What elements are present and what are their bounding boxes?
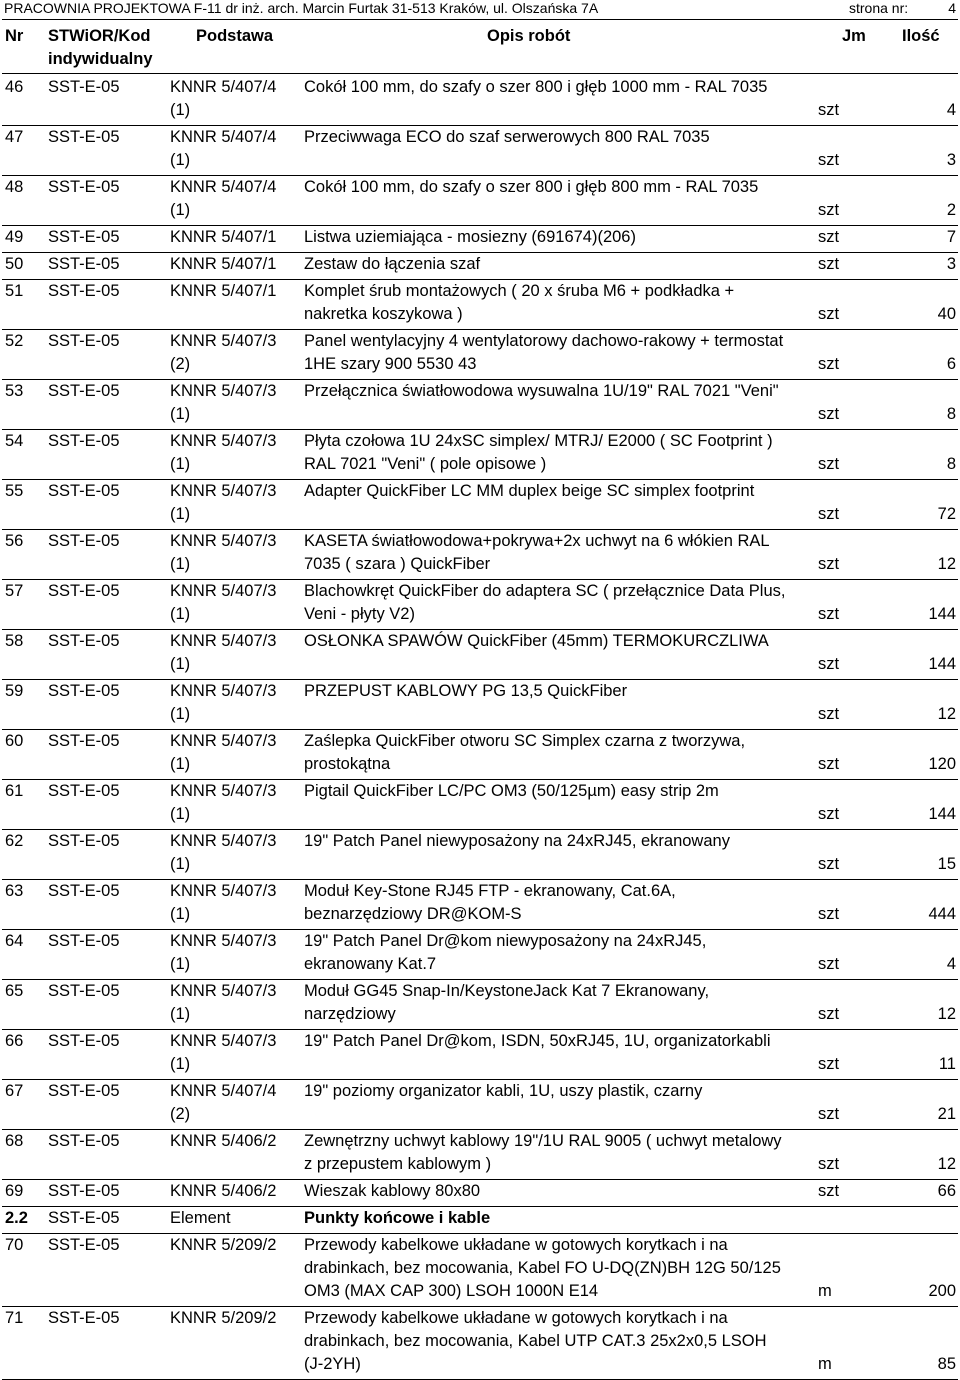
row-description-line: drabinkach, bez mocowania, Kabel UTP CAT.3 25x2x0,5 LSOH — [304, 1332, 767, 1350]
row-basis-variant: (1) — [170, 101, 191, 119]
table-header — [0, 26, 960, 72]
row-unit: szt — [818, 955, 840, 973]
row-number: 2.2 — [5, 1209, 28, 1227]
row-quantity: 21 — [937, 1105, 956, 1123]
table-row — [0, 226, 960, 252]
row-basis: KNNR 5/407/3 — [170, 982, 277, 1000]
row-code: SST-E-05 — [48, 78, 120, 96]
row-code: SST-E-05 — [48, 482, 120, 500]
row-code: SST-E-05 — [48, 532, 120, 550]
table-row — [0, 630, 960, 679]
row-number: 67 — [5, 1082, 24, 1100]
row-code: SST-E-05 — [48, 255, 120, 273]
table-row — [0, 880, 960, 929]
row-quantity: 444 — [928, 905, 956, 923]
table-row — [0, 780, 960, 829]
row-number: 51 — [5, 282, 24, 300]
row-description-line: Punkty końcowe i kable — [304, 1209, 491, 1227]
row-quantity: 8 — [946, 405, 956, 423]
row-quantity: 2 — [946, 201, 956, 219]
row-basis-variant: (1) — [170, 655, 191, 673]
row-description-line: Zaślepka QuickFiber otworu SC Simplex czarna z tworzywa, — [304, 732, 746, 750]
row-number: 55 — [5, 482, 24, 500]
row-code: SST-E-05 — [48, 582, 120, 600]
row-quantity: 6 — [946, 355, 956, 373]
row-quantity: 3 — [946, 151, 956, 169]
row-quantity: 15 — [937, 855, 956, 873]
table-row — [0, 530, 960, 579]
row-code: SST-E-05 — [48, 832, 120, 850]
row-description-line: Płyta czołowa 1U 24xSC simplex/ MTRJ/ E2000 ( SC Footprint ) — [304, 432, 773, 450]
row-description-line: Adapter QuickFiber LC MM duplex beige SC simplex footprint — [304, 482, 755, 500]
header-rule — [2, 19, 958, 20]
table-row — [0, 176, 960, 225]
row-basis: KNNR 5/407/3 — [170, 732, 277, 750]
row-basis: KNNR 5/406/2 — [170, 1182, 277, 1200]
header-page-number: 4 — [948, 0, 956, 16]
row-basis: KNNR 5/407/3 — [170, 532, 277, 550]
row-unit: szt — [818, 228, 840, 246]
row-description-line: Panel wentylacyjny 4 wentylatorowy dachowo-rakowy + termostat — [304, 332, 784, 350]
row-number: 71 — [5, 1309, 24, 1327]
table-row — [0, 380, 960, 429]
row-description-line: KASETA światłowodowa+pokrywa+2x uchwyt na 6 włókien RAL — [304, 532, 770, 550]
row-description-line: 7035 ( szara ) QuickFiber — [304, 555, 491, 573]
row-basis: KNNR 5/407/4 — [170, 178, 277, 196]
row-description-line: Listwa uziemiająca - mosiezny (691674)(206) — [304, 228, 636, 246]
row-description-line: Przeciwwaga ECO do szaf serwerowych 800 RAL 7035 — [304, 128, 710, 146]
col-nr: Nr — [5, 27, 24, 45]
row-description-line: Blachowkręt QuickFiber do adaptera SC ( przełącznice Data Plus, — [304, 582, 786, 600]
row-quantity: 12 — [937, 1005, 956, 1023]
table-row — [0, 253, 960, 279]
row-quantity: 120 — [928, 755, 956, 773]
row-number: 70 — [5, 1236, 24, 1254]
row-basis: KNNR 5/407/3 — [170, 1032, 277, 1050]
row-basis-variant: (1) — [170, 151, 191, 169]
row-number: 65 — [5, 982, 24, 1000]
row-code: SST-E-05 — [48, 632, 120, 650]
col-opis: Opis robót — [487, 27, 571, 45]
row-code: SST-E-05 — [48, 732, 120, 750]
row-basis: KNNR 5/209/2 — [170, 1236, 277, 1254]
row-number: 60 — [5, 732, 24, 750]
row-quantity: 7 — [946, 228, 956, 246]
row-unit: szt — [818, 1182, 840, 1200]
row-quantity: 12 — [937, 555, 956, 573]
row-basis: KNNR 5/407/3 — [170, 332, 277, 350]
row-description-line: Zewnętrzny uchwyt kablowy 19"/1U RAL 9005 ( uchwyt metalowy — [304, 1132, 782, 1150]
row-basis-variant: (1) — [170, 755, 191, 773]
row-quantity: 85 — [937, 1355, 956, 1373]
row-unit: szt — [818, 905, 840, 923]
row-basis-variant: (1) — [170, 855, 191, 873]
row-description-line: Pigtail QuickFiber LC/PC OM3 (50/125µm) easy strip 2m — [304, 782, 719, 800]
row-description-line: Zestaw do łączenia szaf — [304, 255, 481, 273]
row-basis-variant: (2) — [170, 1105, 191, 1123]
row-code: SST-E-05 — [48, 782, 120, 800]
row-number: 58 — [5, 632, 24, 650]
row-description-line: Komplet śrub montażowych ( 20 x śruba M6 + podkładka + — [304, 282, 735, 300]
row-description-line: OM3 (MAX CAP 300) LSOH 1000N E14 — [304, 1282, 599, 1300]
row-unit: m — [818, 1355, 832, 1373]
table-row — [0, 330, 960, 379]
row-basis-variant: (1) — [170, 405, 191, 423]
row-code: SST-E-05 — [48, 128, 120, 146]
row-unit: szt — [818, 1105, 840, 1123]
row-number: 47 — [5, 128, 24, 146]
row-basis: KNNR 5/407/3 — [170, 632, 277, 650]
table-row — [0, 930, 960, 979]
row-basis-variant: (1) — [170, 805, 191, 823]
page-header — [4, 0, 956, 17]
row-description-line: beznarzędziowy DR@KOM-S — [304, 905, 522, 923]
row-basis: KNNR 5/407/1 — [170, 228, 277, 246]
row-code: SST-E-05 — [48, 178, 120, 196]
row-unit: szt — [818, 605, 840, 623]
row-code: SST-E-05 — [48, 932, 120, 950]
row-basis: KNNR 5/407/3 — [170, 582, 277, 600]
row-unit: szt — [818, 405, 840, 423]
row-quantity: 11 — [938, 1055, 956, 1073]
row-basis: KNNR 5/209/2 — [170, 1309, 277, 1327]
row-basis: KNNR 5/406/2 — [170, 1132, 277, 1150]
row-quantity: 12 — [937, 1155, 956, 1173]
row-basis-variant: (1) — [170, 705, 191, 723]
row-basis: KNNR 5/407/3 — [170, 482, 277, 500]
col-kod-line2: indywidualny — [48, 50, 153, 68]
row-number: 49 — [5, 228, 24, 246]
header-page-label: strona nr: — [849, 0, 909, 16]
row-unit: m — [818, 1282, 832, 1300]
row-number: 54 — [5, 432, 24, 450]
table-row — [0, 126, 960, 175]
row-code: SST-E-05 — [48, 1236, 120, 1254]
row-basis-variant: (1) — [170, 605, 191, 623]
row-basis: KNNR 5/407/3 — [170, 782, 277, 800]
row-unit: szt — [818, 305, 840, 323]
table-row — [0, 1307, 960, 1379]
row-quantity: 66 — [937, 1182, 956, 1200]
row-code: SST-E-05 — [48, 382, 120, 400]
row-number: 62 — [5, 832, 24, 850]
row-number: 50 — [5, 255, 24, 273]
table-row — [0, 830, 960, 879]
table-row — [0, 1030, 960, 1079]
row-description-line: narzędziowy — [304, 1005, 396, 1023]
row-code: SST-E-05 — [48, 228, 120, 246]
table-row — [0, 1080, 960, 1129]
header-company: PRACOWNIA PROJEKTOWA F-11 dr inż. arch. Marcin Furtak 31-513 Kraków, ul. Olszańska 7A — [4, 0, 599, 16]
row-description-line: 19" poziomy organizator kabli, 1U, uszy plastik, czarny — [304, 1082, 703, 1100]
row-description-line: PRZEPUST KABLOWY PG 13,5 QuickFiber — [304, 682, 628, 700]
row-description-line: Wieszak kablowy 80x80 — [304, 1182, 481, 1200]
row-basis-variant: (1) — [170, 505, 191, 523]
row-basis-variant: (1) — [170, 1055, 191, 1073]
col-ilosc: Ilość — [902, 27, 940, 45]
row-number: 52 — [5, 332, 24, 350]
table-row — [0, 580, 960, 629]
row-quantity: 8 — [946, 455, 956, 473]
row-quantity: 144 — [928, 805, 956, 823]
row-code: SST-E-05 — [48, 332, 120, 350]
row-number: 46 — [5, 78, 24, 96]
row-unit: szt — [818, 1005, 840, 1023]
row-description-line: 19" Patch Panel niewyposażony na 24xRJ45, ekranowany — [304, 832, 730, 850]
row-unit: szt — [818, 805, 840, 823]
table-row — [0, 730, 960, 779]
row-quantity: 144 — [928, 655, 956, 673]
table-body — [0, 76, 960, 1380]
row-code: SST-E-05 — [48, 1309, 120, 1327]
row-description-line: ekranowany Kat.7 — [304, 955, 437, 973]
row-description-line: nakretka koszykowa ) — [304, 305, 463, 323]
row-description-line: Veni - płyty V2) — [304, 605, 415, 623]
row-quantity: 200 — [928, 1282, 956, 1300]
row-quantity: 12 — [937, 705, 956, 723]
row-number: 59 — [5, 682, 24, 700]
row-number: 63 — [5, 882, 24, 900]
table-row — [0, 480, 960, 529]
row-number: 57 — [5, 582, 24, 600]
row-description-line: Moduł GG45 Snap-In/KeystoneJack Kat 7 Ekranowany, — [304, 982, 710, 1000]
row-number: 64 — [5, 932, 24, 950]
row-basis: KNNR 5/407/4 — [170, 78, 277, 96]
table-header-rule — [2, 73, 958, 74]
row-description-line: Cokół 100 mm, do szafy o szer 800 i głęb 800 mm - RAL 7035 — [304, 178, 759, 196]
row-code: SST-E-05 — [48, 1032, 120, 1050]
row-unit: szt — [818, 655, 840, 673]
row-basis: KNNR 5/407/3 — [170, 432, 277, 450]
row-basis-variant: (1) — [170, 905, 191, 923]
row-basis-variant: (2) — [170, 355, 191, 373]
row-unit: szt — [818, 101, 840, 119]
row-unit: szt — [818, 1155, 840, 1173]
table-row — [0, 76, 960, 125]
row-quantity: 40 — [937, 305, 956, 323]
row-basis: Element — [170, 1209, 231, 1227]
row-code: SST-E-05 — [48, 1082, 120, 1100]
row-number: 61 — [5, 782, 24, 800]
table-row — [0, 980, 960, 1029]
row-unit: szt — [818, 255, 840, 273]
row-number: 66 — [5, 1032, 24, 1050]
row-code: SST-E-05 — [48, 882, 120, 900]
row-description-line: 19" Patch Panel Dr@kom niewyposażony na 24xRJ45, — [304, 932, 707, 950]
row-description-line: Cokół 100 mm, do szafy o szer 800 i głęb 1000 mm - RAL 7035 — [304, 78, 768, 96]
row-description-line: 1HE szary 900 5530 43 — [304, 355, 477, 373]
row-quantity: 3 — [946, 255, 956, 273]
row-basis: KNNR 5/407/4 — [170, 1082, 277, 1100]
row-basis: KNNR 5/407/3 — [170, 832, 277, 850]
row-quantity: 4 — [946, 101, 956, 119]
row-unit: szt — [818, 455, 840, 473]
row-quantity: 4 — [946, 955, 956, 973]
col-kod: STWiOR/Kod — [48, 27, 151, 45]
row-code: SST-E-05 — [48, 282, 120, 300]
col-podstawa: Podstawa — [196, 27, 274, 45]
row-description-line: Przewody kabelkowe układane w gotowych korytkach i na — [304, 1309, 728, 1327]
row-unit: szt — [818, 355, 840, 373]
row-description-line: z przepustem kablowym ) — [304, 1155, 492, 1173]
row-basis: KNNR 5/407/1 — [170, 282, 277, 300]
row-code: SST-E-05 — [48, 982, 120, 1000]
row-basis: KNNR 5/407/3 — [170, 382, 277, 400]
row-description-line: prostokątna — [304, 755, 391, 773]
table-row — [0, 1234, 960, 1306]
table-row — [0, 430, 960, 479]
row-basis-variant: (1) — [170, 201, 191, 219]
row-basis: KNNR 5/407/3 — [170, 932, 277, 950]
row-description-line: Przełącznica światłowodowa wysuwalna 1U/19" RAL 7021 "Veni" — [304, 382, 779, 400]
row-code: SST-E-05 — [48, 682, 120, 700]
table-row — [0, 280, 960, 329]
row-quantity: 72 — [937, 505, 956, 523]
row-unit: szt — [818, 755, 840, 773]
table-row — [0, 1207, 960, 1233]
row-basis: KNNR 5/407/3 — [170, 682, 277, 700]
row-number: 48 — [5, 178, 24, 196]
row-unit: szt — [818, 555, 840, 573]
row-basis-variant: (1) — [170, 1005, 191, 1023]
row-description-line: OSŁONKA SPAWÓW QuickFiber (45mm) TERMOKURCZLIWA — [304, 632, 769, 650]
row-quantity: 144 — [928, 605, 956, 623]
row-description-line: Moduł Key-Stone RJ45 FTP - ekranowany, Cat.6A, — [304, 882, 676, 900]
table-row — [0, 1130, 960, 1179]
row-description-line: RAL 7021 "Veni" ( pole opisowe ) — [304, 455, 547, 473]
row-number: 56 — [5, 532, 24, 550]
table-row — [0, 680, 960, 729]
row-code: SST-E-05 — [48, 1182, 120, 1200]
row-basis: KNNR 5/407/3 — [170, 882, 277, 900]
row-basis: KNNR 5/407/4 — [170, 128, 277, 146]
table-row — [0, 1180, 960, 1206]
row-basis-variant: (1) — [170, 955, 191, 973]
col-jm: Jm — [842, 27, 866, 45]
row-code: SST-E-05 — [48, 432, 120, 450]
row-basis-variant: (1) — [170, 455, 191, 473]
row-description-line: drabinkach, bez mocowania, Kabel FO U-DQ(ZN)BH 12G 50/125 — [304, 1259, 781, 1277]
row-description-line: Przewody kabelkowe układane w gotowych korytkach i na — [304, 1236, 728, 1254]
row-unit: szt — [818, 1055, 840, 1073]
row-description-line: 19" Patch Panel Dr@kom, ISDN, 50xRJ45, 1U, organizatorkabli — [304, 1032, 771, 1050]
row-number: 69 — [5, 1182, 24, 1200]
row-code: SST-E-05 — [48, 1209, 120, 1227]
row-basis-variant: (1) — [170, 555, 191, 573]
row-unit: szt — [818, 201, 840, 219]
row-description-line: (J-2YH) — [304, 1355, 361, 1373]
row-unit: szt — [818, 705, 840, 723]
row-basis: KNNR 5/407/1 — [170, 255, 277, 273]
row-unit: szt — [818, 855, 840, 873]
row-number: 68 — [5, 1132, 24, 1150]
row-number: 53 — [5, 382, 24, 400]
row-unit: szt — [818, 505, 840, 523]
row-unit: szt — [818, 151, 840, 169]
row-code: SST-E-05 — [48, 1132, 120, 1150]
